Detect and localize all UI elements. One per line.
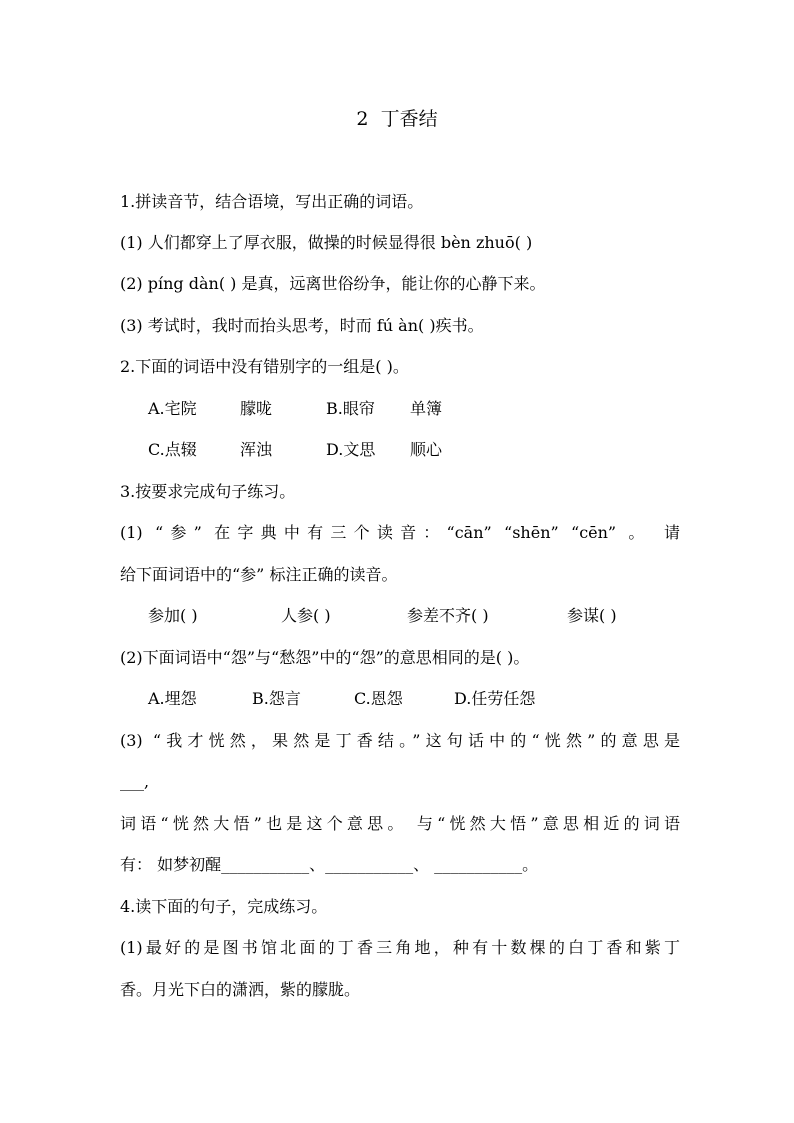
question-3-part-2-stem: (2)下面词语中“怨”与“愁怨”中的“怨”的意思相同的是( )。 xyxy=(120,648,530,667)
question-1-item-2: (2) píng dàn( ) 是真，远离世俗纷争，能让你的心静下来。 xyxy=(120,274,546,293)
option-a: A.埋怨 xyxy=(148,689,197,708)
question-3-part-3-line-2: ___, xyxy=(120,772,150,791)
question-1-item-3: (3) 考试时，我时而抬头思考，时而 fú àn( )疾书。 xyxy=(120,316,484,335)
word-canmou: 参谋( ) xyxy=(567,606,617,625)
option-c-word-2: 浑浊 xyxy=(240,440,273,459)
question-3-part-1-words xyxy=(148,606,708,626)
question-1-stem: 1.拼读音节，结合语境，写出正确的词语。 xyxy=(120,192,424,211)
question-3-part-3-line-1: (3) “我才恍然，果然是丁香结。”这句话中的“恍然”的意思是 xyxy=(120,731,680,750)
question-4-stem: 4.读下面的句子，完成练习。 xyxy=(120,897,328,916)
option-c: C.恩怨 xyxy=(354,689,403,708)
option-b: B.怨言 xyxy=(252,689,301,708)
option-b-word-2: 单簿 xyxy=(410,399,443,418)
question-4-part-1-line-2: 香。月光下白的潇洒，紫的朦胧。 xyxy=(120,980,361,999)
option-d-word-1: D.文思 xyxy=(326,440,376,459)
word-renshen: 人参( ) xyxy=(281,606,331,625)
question-3-part-1-line-1: (1) “参” 在字典中有三个读音：“cān” “shēn” “cēn” 。 请 xyxy=(120,523,680,542)
question-2-options-row-1 xyxy=(148,399,708,419)
page-title: 2 丁香结 xyxy=(356,108,438,130)
option-a-word-1: A.宅院 xyxy=(148,399,197,418)
question-3-part-2-options xyxy=(148,689,708,709)
word-canjia: 参加( ) xyxy=(148,606,198,625)
question-1-item-1: (1) 人们都穿上了厚衣服，做操的时候显得很 bèn zhuō( ) xyxy=(120,233,533,252)
question-3-stem: 3.按要求完成句子练习。 xyxy=(120,482,296,501)
option-d: D.任劳任怨 xyxy=(454,689,536,708)
option-d-word-2: 顺心 xyxy=(410,440,443,459)
question-3-part-3-line-3: 词语“恍然大悟”也是这个意思。 与“恍然大悟”意思相近的词语 xyxy=(120,814,680,833)
question-4-part-1-line-1: (1)最好的是图书馆北面的丁香三角地，种有十数棵的白丁香和紫丁 xyxy=(120,938,680,957)
question-3-part-3-line-4: 有： 如梦初醒___________、___________、 ___________。 xyxy=(120,855,539,874)
option-b-word-1: B.眼帘 xyxy=(326,399,375,418)
question-3-part-1-line-2: 给下面词语中的“参” 标注正确的读音。 xyxy=(120,565,398,584)
question-2-stem: 2.下面的词语中没有错别字的一组是( )。 xyxy=(120,357,409,376)
option-c-word-1: C.点辍 xyxy=(148,440,197,459)
question-2-options-row-2 xyxy=(148,440,708,460)
word-cenci: 参差不齐( ) xyxy=(407,606,489,625)
option-a-word-2: 朦咙 xyxy=(240,399,273,418)
